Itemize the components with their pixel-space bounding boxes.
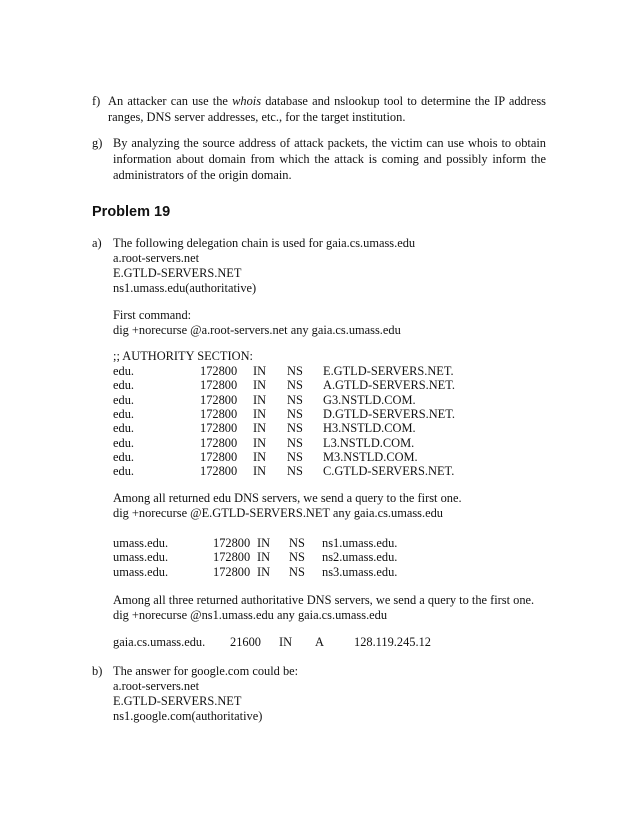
item-f-text-before: An attacker can use the bbox=[108, 94, 228, 108]
record-class: IN bbox=[257, 550, 271, 565]
record-type: NS bbox=[287, 406, 303, 421]
answer-ttl: 21600 bbox=[230, 635, 261, 649]
record-value: L3.NSTLD.COM. bbox=[323, 435, 415, 450]
record-class: IN bbox=[253, 421, 267, 436]
chain-line: ns1.umass.edu(authoritative) bbox=[113, 281, 257, 295]
record-ttl: 172800 bbox=[200, 364, 238, 378]
answer-name: gaia.cs.umass.edu. bbox=[113, 635, 206, 649]
answer-class: IN bbox=[279, 635, 293, 649]
record-value: D.GTLD-SERVERS.NET. bbox=[323, 406, 455, 421]
record-value: G3.NSTLD.COM. bbox=[323, 392, 416, 407]
record-ttl: 172800 bbox=[200, 449, 238, 464]
authority-section-header: ;; AUTHORITY SECTION: bbox=[113, 349, 253, 363]
chain-line: E.GTLD-SERVERS.NET bbox=[113, 694, 242, 708]
record-ttl: 172800 bbox=[200, 406, 238, 421]
record-class: IN bbox=[253, 449, 267, 464]
record-ttl: 172800 bbox=[213, 550, 251, 565]
third-command: dig +norecurse @ns1.umass.edu any gaia.cs.umass.edu bbox=[113, 608, 388, 622]
record-value: ns2.umass.edu. bbox=[322, 550, 398, 565]
record-value: E.GTLD-SERVERS.NET. bbox=[323, 364, 454, 378]
chain-line: a.root-servers.net bbox=[113, 679, 200, 693]
record-type: NS bbox=[287, 435, 303, 450]
item-f-line2: ranges, DNS server addresses, etc., for the target institution. bbox=[108, 110, 406, 124]
first-command: dig +norecurse @a.root-servers.net any gaia.cs.umass.edu bbox=[113, 323, 401, 337]
among-edu-text: Among all returned edu DNS servers, we send a query to the first one. bbox=[113, 491, 462, 505]
item-f-italic-whois: whois bbox=[232, 94, 262, 108]
problem-heading: Problem 19 bbox=[92, 204, 171, 220]
item-g-line2: information about domain from which the attack is coming and possibly inform the bbox=[113, 152, 546, 166]
record-value: H3.NSTLD.COM. bbox=[323, 421, 416, 436]
record-type: NS bbox=[287, 364, 303, 378]
record-ttl: 172800 bbox=[200, 435, 238, 450]
record-type: NS bbox=[289, 536, 305, 550]
record-type: NS bbox=[287, 464, 303, 479]
item-f-marker: f) bbox=[92, 94, 101, 108]
part-a-marker: a) bbox=[92, 236, 102, 250]
record-value: ns1.umass.edu. bbox=[322, 536, 398, 550]
record-ttl: 172800 bbox=[200, 392, 238, 407]
record-value: A.GTLD-SERVERS.NET. bbox=[323, 378, 455, 393]
part-b-marker: b) bbox=[92, 664, 103, 678]
among-auth-text: Among all three returned authoritative DNS servers, we send a query to the first one. bbox=[113, 593, 535, 607]
record-class: IN bbox=[253, 364, 267, 378]
record-ttl: 172800 bbox=[200, 464, 238, 479]
record-class: IN bbox=[257, 536, 271, 550]
record-name: edu. bbox=[113, 449, 134, 464]
record-name: edu. bbox=[113, 378, 134, 393]
record-name: edu. bbox=[113, 435, 134, 450]
record-name: umass.edu. bbox=[113, 564, 169, 579]
first-command-label: First command: bbox=[113, 308, 192, 322]
chain-line: ns1.google.com(authoritative) bbox=[113, 709, 263, 723]
record-ttl: 172800 bbox=[213, 536, 251, 550]
record-value: M3.NSTLD.COM. bbox=[323, 449, 418, 464]
chain-line: a.root-servers.net bbox=[113, 251, 200, 265]
record-type: NS bbox=[287, 392, 303, 407]
item-g-line3: administrators of the origin domain. bbox=[113, 168, 292, 182]
second-command: dig +norecurse @E.GTLD-SERVERS.NET any gaia.cs.umass.edu bbox=[113, 506, 443, 520]
record-class: IN bbox=[253, 464, 267, 479]
record-type: NS bbox=[289, 564, 305, 579]
item-g-marker: g) bbox=[92, 136, 103, 150]
record-name: edu. bbox=[113, 392, 134, 407]
record-class: IN bbox=[253, 435, 267, 450]
answer-address: 128.119.245.12 bbox=[354, 635, 431, 649]
record-ttl: 172800 bbox=[213, 564, 251, 579]
part-b-intro: The answer for google.com could be: bbox=[113, 664, 299, 678]
record-name: umass.edu. bbox=[113, 550, 169, 565]
record-ttl: 172800 bbox=[200, 378, 238, 393]
record-type: NS bbox=[289, 550, 305, 565]
item-g-line1: By analyzing the source address of attack packets, the victim can use whois to obtain bbox=[113, 136, 546, 150]
record-class: IN bbox=[253, 406, 267, 421]
item-f-line1 bbox=[108, 94, 546, 109]
answer-type: A bbox=[315, 635, 324, 649]
record-type: NS bbox=[287, 421, 303, 436]
record-name: edu. bbox=[113, 464, 134, 479]
chain-line: E.GTLD-SERVERS.NET bbox=[113, 266, 242, 280]
item-f-text-after: database and nslookup tool to determine the IP address bbox=[265, 94, 546, 108]
record-name: umass.edu. bbox=[113, 536, 169, 550]
record-name: edu. bbox=[113, 406, 134, 421]
record-value: ns3.umass.edu. bbox=[322, 564, 398, 579]
record-type: NS bbox=[287, 378, 303, 393]
record-name: edu. bbox=[113, 364, 134, 378]
record-value: C.GTLD-SERVERS.NET. bbox=[323, 464, 455, 479]
record-type: NS bbox=[287, 449, 303, 464]
record-class: IN bbox=[257, 564, 271, 579]
record-class: IN bbox=[253, 392, 267, 407]
record-ttl: 172800 bbox=[200, 421, 238, 436]
record-name: edu. bbox=[113, 421, 134, 436]
record-class: IN bbox=[253, 378, 267, 393]
part-a-intro: The following delegation chain is used for gaia.cs.umass.edu bbox=[113, 236, 416, 250]
